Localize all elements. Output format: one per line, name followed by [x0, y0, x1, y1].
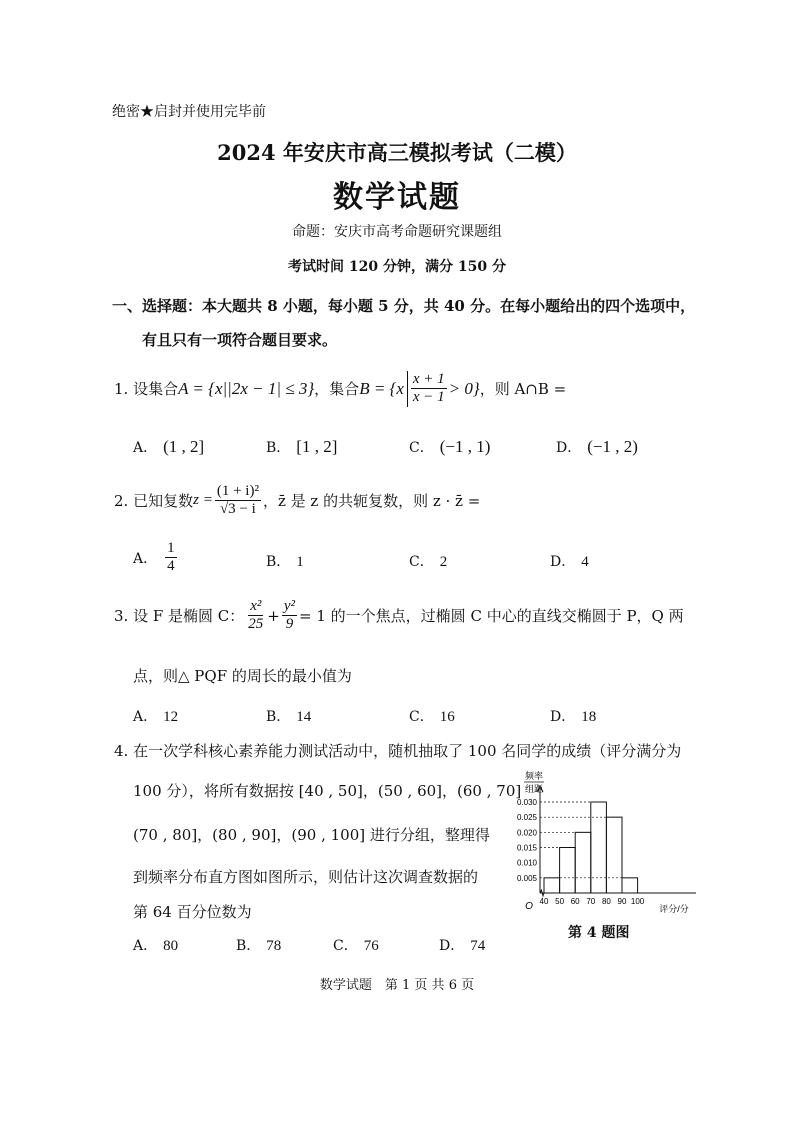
question-2-option-c[interactable] — [409, 551, 447, 571]
stem-text: 设 F 是椭圆 C： — [133, 607, 245, 626]
setter-line: 命题：安庆市高考命题研究课题组 — [292, 224, 502, 240]
stem-text: 设集合 — [133, 380, 179, 399]
exam-title: 2024 年安庆市高三模拟考试（二模） — [217, 140, 577, 165]
question-1-option-a[interactable] — [133, 437, 204, 457]
stem-text: 已知复数 — [133, 492, 194, 511]
stem-text: = 1 的一个焦点，过椭圆 C 中心的直线交椭圆于 P，Q 两 — [299, 607, 684, 626]
option-text: 76 — [363, 938, 379, 954]
set-b-suffix: > 0} — [448, 378, 480, 398]
option-label: A． — [133, 550, 158, 567]
stem-text: ，z̄ 是 z 的共轭复数，则 z · z̄ = — [262, 492, 481, 511]
question-2-stem — [114, 483, 480, 519]
y-axis-label-bottom: 组距 — [524, 784, 544, 794]
option-label: D． — [439, 938, 465, 954]
x-tick-label: 80 — [601, 897, 611, 906]
option-fraction — [165, 540, 177, 576]
option-text: 74 — [470, 938, 486, 954]
question-1-option-b[interactable] — [266, 437, 337, 457]
frequency-histogram — [500, 768, 700, 920]
fraction-denominator: √3 − i — [219, 501, 256, 518]
option-label: B． — [266, 554, 291, 570]
option-label: D． — [550, 709, 576, 725]
y-tick-label: 0.030 — [516, 798, 537, 807]
question-3-option-d[interactable] — [550, 706, 596, 726]
option-text: 12 — [163, 709, 179, 725]
stem-text: 在一次学科核心素养能力测试活动中，随机抽取了 100 名同学的成绩（评分满分为 — [133, 742, 682, 760]
option-label: C． — [409, 554, 434, 570]
option-text: (1 , 2] — [163, 437, 205, 456]
y-tick-label: 0.025 — [516, 813, 537, 823]
y-axis-label-top: 频率 — [524, 771, 544, 781]
question-3-stem — [114, 598, 684, 634]
option-text: (−1 , 2) — [587, 437, 638, 456]
figure-caption: 第 4 题图 — [568, 925, 630, 941]
question-4-stem-line3: (70 , 80]，(80 , 90]，(90 , 100] 进行分组，整理得 — [133, 826, 490, 844]
fraction-denominator: 4 — [167, 558, 175, 575]
question-3-option-a[interactable] — [133, 706, 178, 726]
fraction-numerator: (1 + i)² — [215, 483, 261, 501]
ellipse-fraction-x — [246, 598, 265, 634]
subject-title: 数学试题 — [333, 180, 461, 215]
stem-text: ，集合 — [314, 380, 360, 399]
set-a-expression: A = {x||2x − 1| ≤ 3} — [178, 378, 315, 398]
question-1-option-d[interactable] — [556, 437, 638, 457]
fraction-denominator: 9 — [285, 616, 294, 633]
x-tick-label: 100 — [630, 897, 645, 906]
page-footer: 数学试题 第 1 页 共 6 页 — [319, 978, 475, 993]
question-2-option-d[interactable] — [550, 551, 589, 571]
x-tick-label: 90 — [617, 897, 627, 906]
question-number: 2. — [114, 491, 129, 510]
question-4-stem-line4: 到频率分布直方图如图所示，则估计这次调查数据的 — [133, 868, 479, 886]
complex-fraction — [215, 483, 261, 519]
question-4-option-d[interactable] — [439, 935, 485, 955]
ellipse-fraction-y — [282, 598, 297, 634]
fraction-numerator: 1 — [165, 540, 177, 558]
option-text: 16 — [439, 709, 455, 725]
y-tick-label: 0.020 — [516, 828, 537, 838]
section-heading: 一、选择题：本大题共 8 小题，每小题 5 分，共 40 分。在每小题给出的四个选项中， — [112, 297, 696, 315]
option-text: 80 — [163, 938, 179, 954]
question-4-stem-line2: 100 分），将所有数据按 [40 , 50]，(50 , 60]，(60 , 70] — [133, 782, 522, 800]
histogram-bar-90-100 — [622, 878, 638, 893]
option-text: 14 — [296, 709, 312, 725]
question-4-stem — [114, 740, 681, 761]
option-text: 18 — [581, 709, 597, 725]
question-3-option-c[interactable] — [409, 706, 455, 726]
question-4-stem-line5: 第 64 百分位数为 — [133, 903, 252, 921]
fraction-denominator: 25 — [248, 616, 264, 633]
option-label: A． — [133, 938, 158, 954]
option-label: B． — [266, 709, 291, 725]
option-text: 2 — [439, 554, 448, 570]
fraction-numerator: y² — [282, 598, 297, 616]
fraction-numerator: x² — [248, 598, 263, 616]
x-tick-label: 70 — [586, 897, 596, 906]
option-text: 1 — [296, 554, 304, 570]
option-label: A． — [133, 709, 158, 725]
option-text: (−1 , 1) — [439, 437, 491, 456]
x-tick-label: 50 — [555, 897, 565, 906]
set-b-prefix: B = {x — [359, 378, 404, 398]
question-number: 3. — [114, 606, 129, 625]
question-4-option-a[interactable] — [133, 935, 178, 955]
question-2-option-a[interactable] — [133, 540, 179, 576]
confidential-note: 绝密★启封并使用完毕前 — [112, 104, 266, 120]
fraction-denominator: x − 1 — [412, 389, 445, 406]
question-4-option-c[interactable] — [333, 935, 379, 955]
option-label: B． — [266, 440, 291, 456]
x-axis-label: 评分/分 — [659, 904, 689, 914]
time-info: 考试时间 120 分钟，满分 150 分 — [288, 259, 506, 275]
stem-text: ，则 A∩B = — [479, 380, 567, 399]
question-number: 4. — [114, 742, 129, 760]
x-tick-label: 40 — [539, 897, 549, 906]
option-label: D． — [556, 440, 582, 456]
histogram-bar-60-70 — [575, 832, 591, 893]
y-tick-label: 0.005 — [516, 873, 537, 883]
question-2-option-b[interactable] — [266, 551, 304, 571]
option-label: C． — [409, 440, 434, 456]
x-tick-label: 60 — [570, 897, 580, 906]
question-3-option-b[interactable] — [266, 706, 311, 726]
z-equals: z = — [193, 492, 213, 509]
origin-label: O — [525, 901, 533, 912]
option-text: 78 — [266, 938, 282, 954]
question-3-stem-cont: 点，则△ PQF 的周长的最小值为 — [133, 667, 352, 685]
set-b-fraction — [407, 371, 447, 407]
option-label: D． — [550, 554, 576, 570]
section-heading-cont: 有且只有一项符合题目要求。 — [142, 331, 338, 349]
question-number: 1. — [114, 379, 129, 398]
option-text: 4 — [581, 554, 589, 570]
histogram-bar-80-90 — [606, 817, 622, 893]
option-label: C． — [333, 938, 358, 954]
histogram-bar-40-50 — [544, 878, 560, 893]
option-label: C． — [409, 709, 434, 725]
question-1-stem — [114, 371, 566, 407]
fraction-numerator: x + 1 — [411, 371, 447, 389]
option-label: B． — [236, 938, 261, 954]
option-label: A． — [133, 440, 158, 456]
question-1-option-c[interactable] — [409, 437, 490, 457]
y-tick-label: 0.010 — [516, 858, 537, 868]
y-tick-label: 0.015 — [516, 843, 537, 853]
option-text: [1 , 2] — [296, 437, 338, 456]
question-4-option-b[interactable] — [236, 935, 281, 955]
histogram-bar-70-80 — [591, 802, 607, 893]
histogram-bar-50-60 — [560, 848, 576, 894]
plus-sign: + — [267, 606, 280, 625]
